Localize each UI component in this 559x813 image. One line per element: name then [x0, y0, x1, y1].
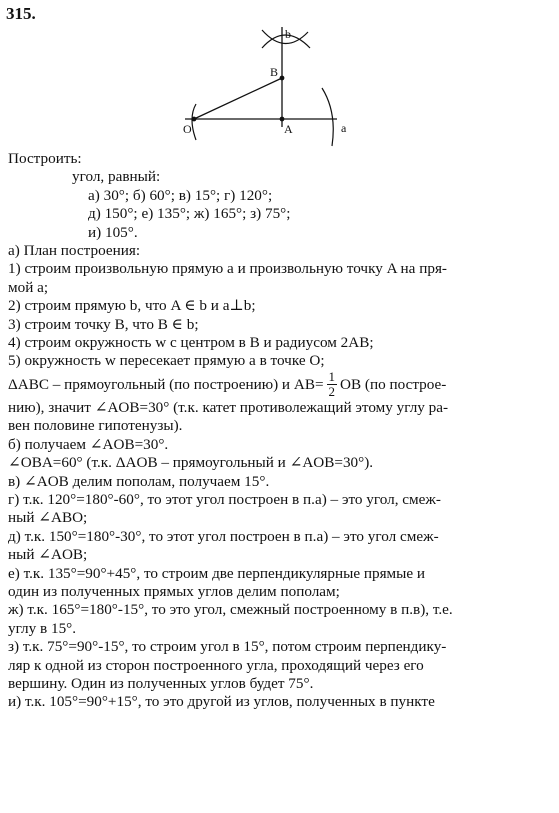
text-line: 4) строим окружность w с центром в B и радиусом 2AB; [8, 334, 374, 352]
text-line: а) 30°; б) 60°; в) 15°; г) 120°; [88, 186, 273, 204]
text-line: г) т.к. 120°=180°-60°, то этот угол построен в п.а) – это угол, смеж- [8, 490, 441, 508]
text-line: мой a; [8, 278, 49, 296]
text-line: вершину. Один из полученных углов будет 75°. [8, 674, 314, 692]
construction-figure [0, 0, 559, 150]
label-O: O [183, 122, 192, 136]
text-line: ный ∠ABO; [8, 509, 88, 527]
label-B: B [270, 65, 279, 79]
text-line: ж) т.к. 165°=180°-15°, то это угол, смежный построенному в п.в), т.е. [8, 601, 453, 619]
point-A [280, 117, 285, 122]
text-line: нию), значит ∠AOB=30° (т.к. катет противолежащий этому углу ра- [8, 398, 449, 416]
text-line: е) т.к. 135°=90°+45°, то строим две перпендикулярные прямые и [8, 564, 426, 582]
text-line: д) 150°; е) 135°; ж) 165°; з) 75°; [88, 205, 291, 223]
text-segment: ΔABC – прямоугольный (по построению) и AB= [8, 375, 324, 393]
text-line: б) получаем ∠AOB=30°. [8, 435, 169, 453]
fraction [327, 370, 338, 399]
fraction-line [8, 371, 548, 399]
text-line: а) План построения: [8, 242, 141, 260]
text-line: и) 105°. [88, 223, 138, 241]
text-line: углу в 15°. [8, 619, 77, 637]
point-B [280, 76, 285, 81]
arc-left [192, 104, 196, 140]
text-line: вен половине гипотенузы). [8, 417, 183, 435]
solution-text [8, 150, 548, 712]
arc-right [322, 88, 333, 146]
segment-OB [194, 78, 282, 119]
problem-number: 315. [6, 4, 36, 23]
text-line: ляр к одной из сторон построенного угла, проходящий через его [8, 656, 424, 674]
text-line: ∠OBA=60° (т.к. ΔAOB – прямоугольный и ∠AOB=30°). [8, 454, 374, 472]
text-line: 1) строим произвольную прямую a и произвольную точку A на пря- [8, 260, 447, 278]
label-b: b [285, 27, 291, 41]
text-segment: OB (по построе- [340, 375, 447, 393]
point-O [192, 117, 197, 122]
fraction-denominator: 2 [328, 384, 336, 400]
text-line: угол, равный: [72, 168, 161, 186]
text-line: и) т.к. 105°=90°+15°, то это другой из углов, полученных в пункте [8, 693, 435, 711]
text-line: д) т.к. 150°=180°-30°, то этот угол построен в п.а) – это угол смеж- [8, 527, 439, 545]
text-line: в) ∠AOB делим пополам, получаем 15°. [8, 472, 270, 490]
text-line: 5) окружность w пересекает прямую a в точке O; [8, 352, 325, 370]
text-line: 3) строим точку B, что B ∈ b; [8, 315, 199, 333]
text-line: ный ∠AOB; [8, 546, 88, 564]
text-line: з) т.к. 75°=90°-15°, то строим угол в 15°, потом строим перпендику- [8, 638, 447, 656]
label-a: a [341, 121, 347, 135]
text-line: Построить: [8, 150, 82, 167]
label-A: A [284, 122, 293, 136]
text-line: 2) строим прямую b, что A ∈ b и a⊥b; [8, 297, 256, 315]
fraction-numerator: 1 [328, 369, 336, 385]
text-line: один из полученных прямых углов делим пополам; [8, 582, 340, 600]
